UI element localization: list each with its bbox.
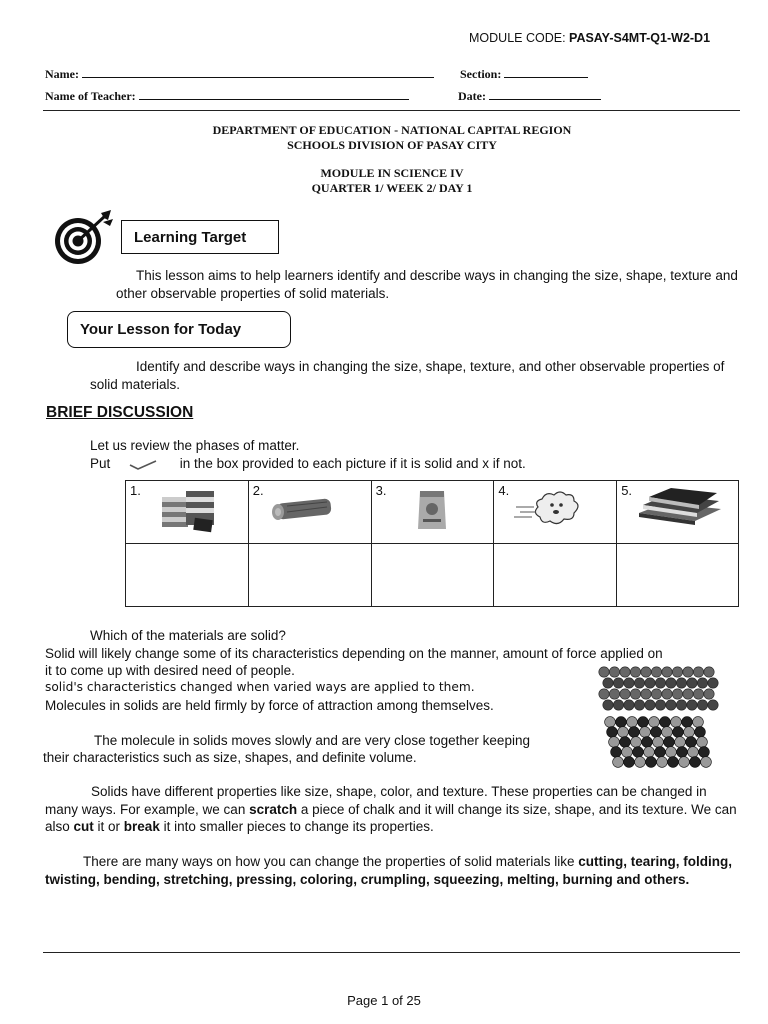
molecule-ball bbox=[675, 737, 686, 748]
molecule-ball bbox=[620, 737, 631, 748]
molecule-ball bbox=[679, 757, 690, 768]
answer-cell-1[interactable] bbox=[126, 544, 249, 607]
molecule-ball bbox=[599, 689, 609, 699]
title-block bbox=[0, 123, 768, 195]
molecule-ball bbox=[704, 689, 714, 699]
molecule-ball bbox=[671, 717, 682, 728]
molecule-ball bbox=[657, 757, 668, 768]
molecule-ball bbox=[638, 717, 649, 728]
molecule-ball bbox=[613, 757, 624, 768]
para3 bbox=[45, 783, 741, 836]
put-suffix: in the box provided to each picture if it is solid and x if not. bbox=[179, 456, 526, 471]
molecule-ball bbox=[683, 667, 693, 677]
molecule-ball bbox=[676, 700, 686, 710]
date-field[interactable] bbox=[489, 88, 601, 100]
molecule-ball bbox=[609, 737, 620, 748]
para4-text: There are many ways on how you can change the properties of solid materials like bbox=[83, 854, 579, 869]
molecule-ball bbox=[611, 747, 622, 758]
teacher-field[interactable] bbox=[139, 88, 409, 100]
molecule-ball bbox=[693, 717, 704, 728]
molecule-ball bbox=[630, 689, 640, 699]
molecule-ball bbox=[672, 667, 682, 677]
teacher-row bbox=[45, 88, 409, 104]
molecule-ball bbox=[668, 757, 679, 768]
molecule-ball bbox=[651, 667, 661, 677]
molecule-ball bbox=[697, 700, 707, 710]
molecule-ball bbox=[660, 717, 671, 728]
molecule-ball bbox=[603, 700, 613, 710]
molecule-ball bbox=[645, 700, 655, 710]
para4 bbox=[45, 853, 741, 888]
para1-line1: Solid will likely change some of its characteristics depending on the manner, amount of force applied on bbox=[45, 646, 663, 661]
molecule-ball bbox=[634, 678, 644, 688]
molecules-cube-image bbox=[602, 716, 712, 768]
para2-line1: The molecule in solids moves slowly and are very close together keeping bbox=[94, 733, 530, 748]
molecule-ball bbox=[666, 700, 676, 710]
brief-discussion-heading: BRIEF DISCUSSION bbox=[46, 404, 194, 421]
module-code-value: PASAY-S4MT-Q1-W2-D1 bbox=[569, 31, 711, 45]
molecule-ball bbox=[627, 717, 638, 728]
molecule-ball bbox=[708, 678, 718, 688]
item-number: 1. bbox=[130, 483, 141, 498]
section-row bbox=[460, 66, 588, 82]
molecule-ball bbox=[672, 689, 682, 699]
review-text: Let us review the phases of matter. bbox=[90, 438, 300, 453]
instruction-row bbox=[90, 455, 526, 473]
molecule-ball bbox=[609, 689, 619, 699]
name-label: Name: bbox=[45, 67, 79, 81]
molecule-ball bbox=[684, 727, 695, 738]
item-number: 4. bbox=[498, 483, 510, 498]
item-number: 3. bbox=[375, 483, 387, 498]
para3-text-c: it or bbox=[93, 819, 124, 834]
para1-line2: it to come up with desired need of people. bbox=[45, 663, 295, 678]
para4-bold: cutting, tearing, folding, twisting, bending, stretching, pressing, coloring, crumpling, squeezing, melting, burning and others. bbox=[45, 854, 732, 887]
molecule-ball bbox=[607, 727, 618, 738]
molecule-ball bbox=[651, 727, 662, 738]
question-text: Which of the materials are solid? bbox=[90, 628, 286, 643]
molecule-ball bbox=[687, 678, 697, 688]
footer-divider bbox=[43, 952, 740, 953]
table-row bbox=[126, 544, 739, 607]
put-prefix: Put bbox=[90, 456, 111, 471]
module-code-label: MODULE CODE: bbox=[469, 31, 566, 45]
molecule-ball bbox=[624, 678, 634, 688]
molecule-ball bbox=[641, 667, 651, 677]
molecule-ball bbox=[609, 667, 619, 677]
pouch-image bbox=[414, 487, 450, 533]
teacher-label: Name of Teacher: bbox=[45, 89, 136, 103]
molecule-ball bbox=[646, 757, 657, 768]
para3-text-d: it into smaller pieces to change its properties. bbox=[159, 819, 434, 834]
answer-cell-5[interactable] bbox=[617, 544, 739, 607]
molecule-ball bbox=[673, 727, 684, 738]
molecule-ball bbox=[644, 747, 655, 758]
molecule-ball bbox=[688, 747, 699, 758]
molecule-ball bbox=[683, 689, 693, 699]
molecule-ball bbox=[635, 757, 646, 768]
title-line-2: SCHOOLS DIVISION OF PASAY CITY bbox=[287, 137, 497, 152]
para1-line4: Molecules in solids are held firmly by force of attraction among themselves. bbox=[45, 698, 494, 713]
molecule-ball bbox=[642, 737, 653, 748]
molecule-ball bbox=[693, 667, 703, 677]
molecule-ball bbox=[622, 747, 633, 758]
molecule-ball bbox=[653, 737, 664, 748]
molecule-ball bbox=[662, 667, 672, 677]
molecule-ball bbox=[634, 700, 644, 710]
para3-break: break bbox=[123, 819, 160, 834]
para3-text-a: Solids have different properties like size, shape, color, and texture. These properties can be changed in many ways. For example, we can bbox=[45, 784, 707, 817]
picture-cell-4 bbox=[494, 481, 617, 544]
title-line-4: QUARTER 1/ WEEK 2/ DAY 1 bbox=[311, 180, 473, 195]
molecule-ball bbox=[645, 678, 655, 688]
molecule-ball bbox=[629, 727, 640, 738]
molecule-ball bbox=[677, 747, 688, 758]
section-field[interactable] bbox=[504, 66, 588, 78]
name-field[interactable] bbox=[82, 66, 434, 78]
sponges-image bbox=[160, 489, 220, 533]
molecule-ball bbox=[664, 737, 675, 748]
picture-cell-1 bbox=[126, 481, 249, 544]
molecule-ball bbox=[701, 757, 712, 768]
molecule-ball bbox=[687, 700, 697, 710]
molecule-ball bbox=[624, 700, 634, 710]
answer-cell-3[interactable] bbox=[371, 544, 494, 607]
molecule-ball bbox=[599, 667, 609, 677]
log-image bbox=[269, 495, 339, 525]
para3-scratch: scratch bbox=[249, 801, 298, 817]
molecule-ball bbox=[662, 727, 673, 738]
header-divider bbox=[43, 110, 740, 111]
molecule-ball bbox=[693, 689, 703, 699]
molecule-ball bbox=[649, 717, 660, 728]
molecule-ball bbox=[662, 689, 672, 699]
item-number: 2. bbox=[252, 483, 264, 498]
molecule-ball bbox=[620, 667, 630, 677]
books-image bbox=[635, 487, 725, 527]
molecule-ball bbox=[620, 689, 630, 699]
para1-line3: solid's characteristics changed when varied ways are applied to them. bbox=[45, 680, 475, 694]
learning-target-label: Learning Target bbox=[134, 228, 247, 246]
learning-target-box bbox=[121, 220, 279, 254]
molecule-ball bbox=[676, 678, 686, 688]
molecule-ball bbox=[631, 737, 642, 748]
para3-text-b: a piece of chalk and it will change its size, shape, and its texture. We can also bbox=[45, 801, 737, 834]
molecule-ball bbox=[616, 717, 627, 728]
page-number: Page 1 of 25 bbox=[347, 993, 421, 1008]
molecule-ball bbox=[697, 737, 708, 748]
molecule-ball bbox=[651, 689, 661, 699]
molecule-ball bbox=[704, 667, 714, 677]
molecule-ball bbox=[624, 757, 635, 768]
molecule-ball bbox=[640, 727, 651, 738]
molecule-ball bbox=[641, 689, 651, 699]
check-icon bbox=[118, 457, 168, 471]
target-icon bbox=[53, 210, 117, 266]
molecule-ball bbox=[708, 700, 718, 710]
molecule-ball bbox=[666, 678, 676, 688]
molecule-ball bbox=[666, 747, 677, 758]
molecules-grid-image bbox=[598, 666, 720, 712]
title-line-1: DEPARTMENT OF EDUCATION - NATIONAL CAPITAL REGION bbox=[212, 123, 572, 137]
date-label: Date: bbox=[458, 89, 486, 103]
answer-cell-2[interactable] bbox=[248, 544, 371, 607]
picture-cell-2 bbox=[248, 481, 371, 544]
molecule-ball bbox=[613, 678, 623, 688]
molecule-ball bbox=[613, 700, 623, 710]
lesson-today-box bbox=[67, 311, 291, 348]
molecule-ball bbox=[655, 700, 665, 710]
molecule-ball bbox=[603, 678, 613, 688]
module-code bbox=[469, 31, 710, 45]
wind-cloud-image bbox=[512, 489, 592, 531]
table-row bbox=[126, 481, 739, 544]
lesson-today-label: Your Lesson for Today bbox=[80, 321, 242, 338]
molecule-ball bbox=[633, 747, 644, 758]
picture-cell-5 bbox=[617, 481, 739, 544]
picture-cell-3 bbox=[371, 481, 494, 544]
molecule-ball bbox=[699, 747, 710, 758]
name-row bbox=[45, 66, 434, 82]
section-label: Section: bbox=[460, 67, 502, 81]
item-number: 5. bbox=[621, 483, 633, 498]
molecule-ball bbox=[655, 747, 666, 758]
molecule-ball bbox=[686, 737, 697, 748]
lesson-today-text: Identify and describe ways in changing the size, shape, texture, and other observable properties of solid materials. bbox=[90, 359, 725, 392]
title-line-3: MODULE IN SCIENCE IV bbox=[320, 166, 464, 180]
learning-target-text: This lesson aims to help learners identify and describe ways in changing the size, shape, texture and other observable properties of solid materials. bbox=[116, 268, 738, 301]
molecule-ball bbox=[690, 757, 701, 768]
para3-cut: cut bbox=[73, 819, 94, 834]
molecule-ball bbox=[697, 678, 707, 688]
materials-table bbox=[125, 480, 739, 607]
molecule-ball bbox=[655, 678, 665, 688]
answer-cell-4[interactable] bbox=[494, 544, 617, 607]
molecule-ball bbox=[682, 717, 693, 728]
molecule-ball bbox=[618, 727, 629, 738]
molecule-ball bbox=[695, 727, 706, 738]
molecule-ball bbox=[605, 717, 616, 728]
date-row bbox=[458, 88, 601, 104]
molecule-ball bbox=[630, 667, 640, 677]
para2-line2: their characteristics such as size, shapes, and definite volume. bbox=[43, 750, 417, 765]
